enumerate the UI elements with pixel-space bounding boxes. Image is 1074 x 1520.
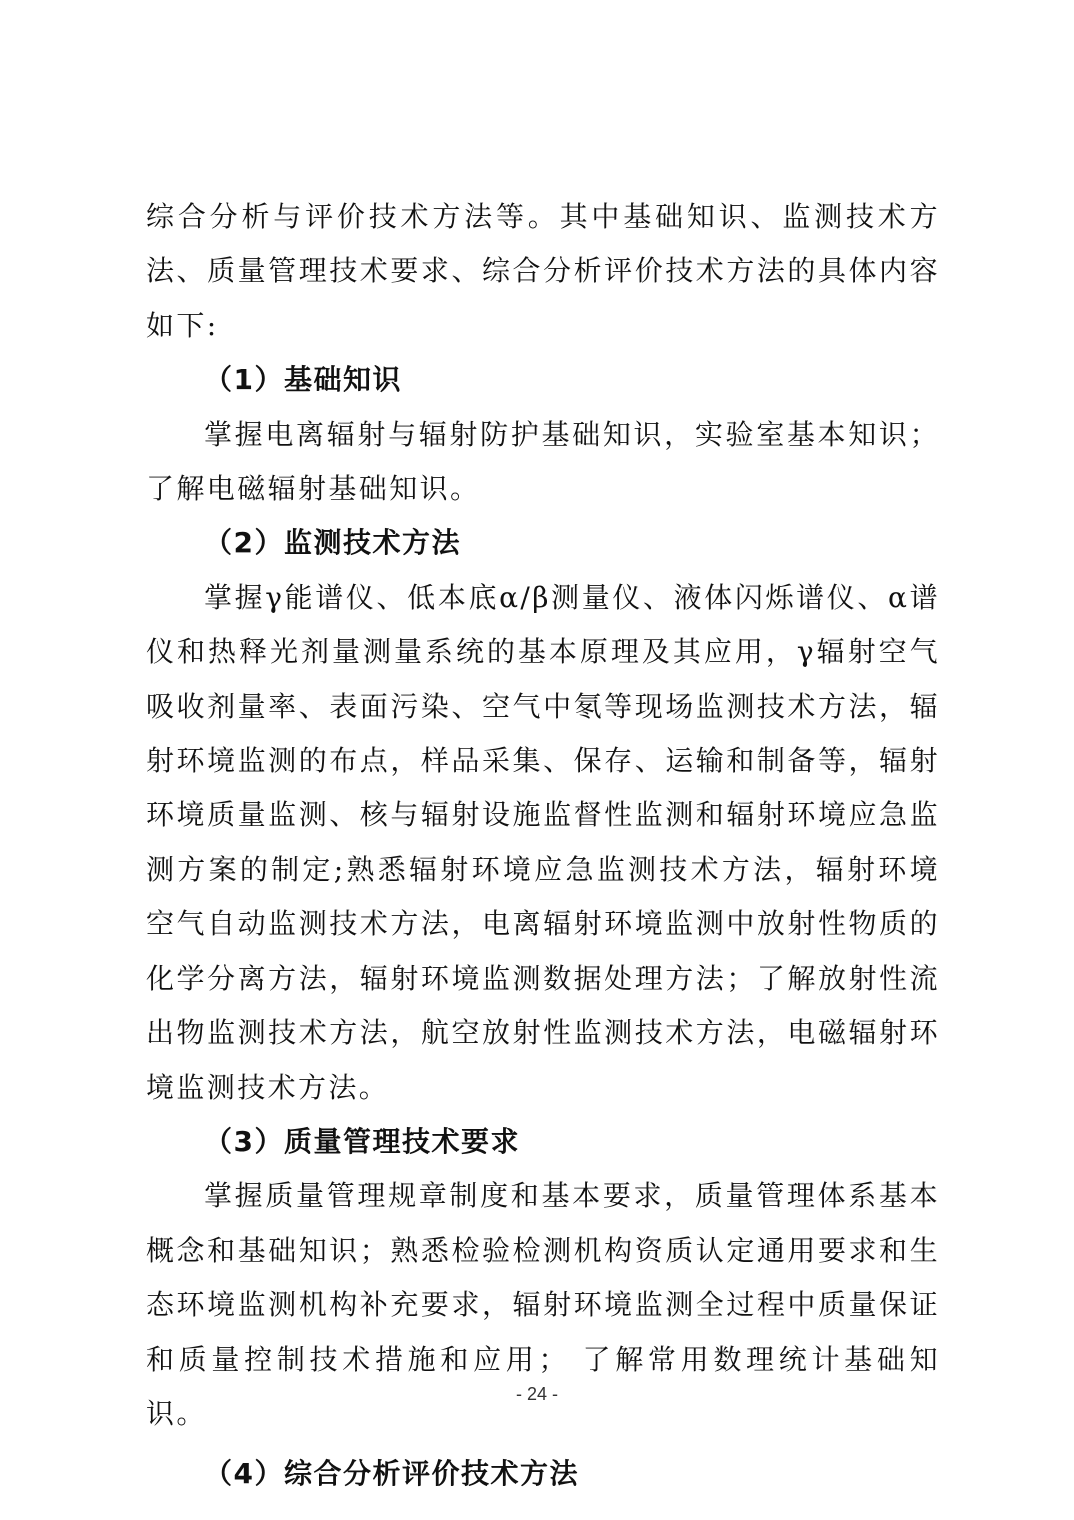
section-heading-basic-knowledge: （1）基础知识 <box>204 363 402 397</box>
page-number: - 24 - <box>515 1384 558 1404</box>
section-heading-monitoring-methods: （2）监测技术方法 <box>204 526 461 560</box>
section-heading-comprehensive-analysis: （4）综合分析评价技术方法 <box>204 1457 579 1491</box>
section-body-quality-management: 掌握质量管理规章制度和基本要求，质量管理体系基本概念和基础知识；熟悉检验检测机构资质认定通用要求和生态环境监测机构补充要求，辐射环境监测全过程中质量保证和质量控制技术措施和应用； 了解常用数理统计基础知识。 <box>146 1179 940 1430</box>
section-heading-quality-management: （3）质量管理技术要求 <box>204 1124 520 1158</box>
intro-paragraph: 综合分析与评价技术方法等。其中基础知识、监测技术方法、质量管理技术要求、综合分析评价技术方法的具体内容如下: <box>146 200 940 342</box>
section-body-basic-knowledge: 掌握电离辐射与辐射防护基础知识，实验室基本知识；了解电磁辐射基础知识。 <box>146 417 940 506</box>
document-page <box>146 190 940 1502</box>
section-body-monitoring-methods: 掌握γ能谱仪、低本底α/β测量仪、液体闪烁谱仪、α谱仪和热释光剂量测量系统的基本原理及其应用，γ辐射空气吸收剂量率、表面污染、空气中氡等现场监测技术方法，辐射环境监测的布点，样品采集、保存、运输和制备等，辐射环境质量监测、核与辐射设施监督性监测和辐射环境应急监测方案的制定;熟悉辐射环境应急监测技术方法，辐射环境空气自动监测技术方法，电离辐射环境监测中放射性物质的化学分离方法，辐射环境监测数据处理方法；了解放射性流出物监测技术方法，航空放射性监测技术方法，电磁辐射环境监测技术方法。 <box>146 580 940 1104</box>
